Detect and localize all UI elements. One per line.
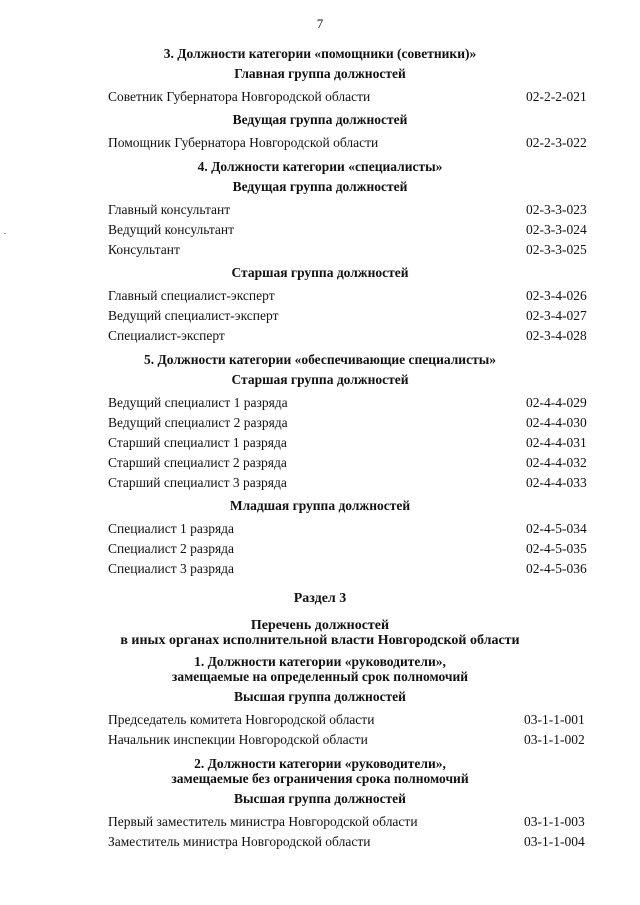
- position-row: [0, 240, 640, 260]
- position-row: [0, 519, 640, 539]
- position-row: [0, 306, 640, 326]
- position-code: 02-4-5-034: [526, 521, 587, 536]
- position-row: [0, 133, 640, 153]
- position-code: 02-4-5-036: [526, 561, 587, 576]
- group-heading: Ведущая группа должностей: [232, 112, 408, 127]
- position-row: [0, 539, 640, 559]
- position-name: Ведущий специалист-эксперт: [108, 308, 279, 323]
- position-row: [0, 286, 640, 306]
- position-name: Специалист 1 разряда: [108, 521, 235, 536]
- position-name: Главный специалист-эксперт: [108, 288, 275, 303]
- position-row: [0, 433, 640, 453]
- part-title: [0, 618, 640, 648]
- group-heading: Старшая группа должностей: [231, 372, 409, 387]
- position-code: 03-1-1-004: [524, 834, 585, 849]
- position-code: 02-3-3-024: [526, 222, 587, 237]
- part-title-line: в иных органах исполнительной власти Новгородской области: [120, 633, 520, 648]
- group-heading: Главная группа должностей: [234, 66, 406, 81]
- position-row: [0, 730, 640, 750]
- part-title-line: Перечень должностей: [250, 618, 390, 633]
- position-code: 03-1-1-003: [524, 814, 585, 829]
- group-heading: Младшая группа должностей: [229, 498, 411, 513]
- position-name: Заместитель министра Новгородской области: [108, 834, 371, 849]
- position-name: Старший специалист 1 разряда: [108, 435, 287, 450]
- position-row: [0, 559, 640, 579]
- position-name: Начальник инспекции Новгородской области: [108, 732, 368, 747]
- category-heading: 4. Должности категории «специалисты»: [197, 159, 443, 174]
- position-code: 02-3-4-028: [526, 328, 587, 343]
- category-heading: 3. Должности категории «помощники (советники)»: [163, 46, 477, 61]
- position-code: 02-3-3-025: [526, 242, 587, 257]
- position-name: Ведущий специалист 1 разряда: [108, 395, 288, 410]
- category-heading-line: 2. Должности категории «руководители»,: [194, 756, 446, 771]
- position-row: [0, 832, 640, 852]
- position-name: Главный консультант: [108, 202, 231, 217]
- position-row: [0, 87, 640, 107]
- position-name: Старший специалист 2 разряда: [108, 455, 287, 470]
- position-row: [0, 220, 640, 240]
- position-code: 02-4-5-035: [526, 541, 587, 556]
- position-name: Председатель комитета Новгородской области: [108, 712, 375, 727]
- position-name: Специалист 3 разряда: [108, 561, 235, 576]
- position-name: Советник Губернатора Новгородской области: [108, 89, 371, 104]
- position-code: 02-3-3-023: [526, 202, 587, 217]
- category-heading-line: замещаемые на определенный срок полномочий: [171, 669, 469, 684]
- position-name: Первый заместитель министра Новгородской области: [108, 814, 418, 829]
- category-heading: 5. Должности категории «обеспечивающие специалисты»: [143, 352, 496, 367]
- position-code: 02-3-4-027: [526, 308, 587, 323]
- position-code: 02-4-4-033: [526, 475, 587, 490]
- position-row: [0, 473, 640, 493]
- position-name: Специалист-эксперт: [108, 328, 225, 343]
- position-name: Ведущий консультант: [108, 222, 235, 237]
- group-heading: Высшая группа должностей: [234, 689, 406, 704]
- position-name: Консультант: [108, 242, 180, 257]
- position-name: Ведущий специалист 2 разряда: [108, 415, 288, 430]
- group-heading: Ведущая группа должностей: [232, 179, 408, 194]
- position-code: 02-4-4-030: [526, 415, 587, 430]
- position-row: [0, 812, 640, 832]
- category-heading: [0, 756, 640, 786]
- document-body: [0, 40, 640, 852]
- position-row: [0, 326, 640, 346]
- position-row: [0, 393, 640, 413]
- position-code: 03-1-1-002: [524, 732, 585, 747]
- part-title: [0, 591, 640, 606]
- position-row: [0, 200, 640, 220]
- position-name: Старший специалист 3 разряда: [108, 475, 287, 490]
- position-code: 03-1-1-001: [524, 712, 585, 727]
- group-heading: Старшая группа должностей: [231, 265, 409, 280]
- position-code: 02-4-4-032: [526, 455, 587, 470]
- category-heading-line: 1. Должности категории «руководители»,: [194, 654, 446, 669]
- position-code: 02-4-4-029: [526, 395, 587, 410]
- part-title-line: Раздел 3: [293, 591, 347, 606]
- position-row: [0, 413, 640, 433]
- position-row: [0, 453, 640, 473]
- position-row: [0, 710, 640, 730]
- category-heading-line: замещаемые без ограничения срока полномочий: [171, 771, 469, 786]
- position-code: 02-2-2-021: [526, 89, 587, 104]
- group-heading: Высшая группа должностей: [234, 791, 406, 806]
- position-name: Помощник Губернатора Новгородской области: [108, 135, 379, 150]
- position-name: Специалист 2 разряда: [108, 541, 235, 556]
- page-number: 7: [316, 16, 324, 31]
- position-code: 02-3-4-026: [526, 288, 587, 303]
- category-heading: [0, 654, 640, 684]
- position-code: 02-2-3-022: [526, 135, 587, 150]
- position-code: 02-4-4-031: [526, 435, 587, 450]
